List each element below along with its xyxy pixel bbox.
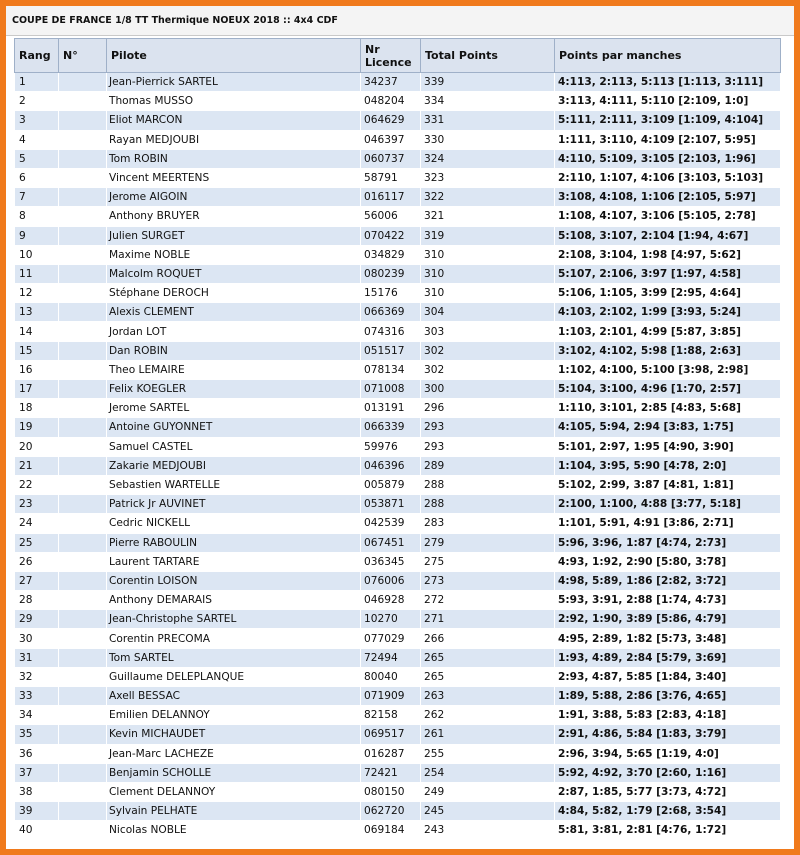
cell-rang: 7 [15, 188, 59, 207]
cell-total-points: 254 [421, 763, 555, 782]
cell-rang: 38 [15, 782, 59, 801]
cell-rang: 21 [15, 456, 59, 475]
cell-rang: 33 [15, 687, 59, 706]
cell-points-par-manches: 2:100, 1:100, 4:88 [3:77, 5:18] [555, 495, 781, 514]
cell-rang: 28 [15, 591, 59, 610]
cell-num [59, 610, 107, 629]
cell-num [59, 245, 107, 264]
cell-points-par-manches: 1:110, 3:101, 2:85 [4:83, 5:68] [555, 399, 781, 418]
header-total[interactable]: Total Points [421, 39, 555, 73]
cell-pilote: Tom SARTEL [107, 648, 361, 667]
cell-num [59, 763, 107, 782]
cell-total-points: 243 [421, 821, 555, 840]
cell-num [59, 111, 107, 130]
cell-total-points: 296 [421, 399, 555, 418]
cell-licence: 15176 [361, 284, 421, 303]
cell-rang: 2 [15, 92, 59, 111]
cell-points-par-manches: 5:101, 2:97, 1:95 [4:90, 3:90] [555, 437, 781, 456]
cell-num [59, 226, 107, 245]
cell-total-points: 334 [421, 92, 555, 111]
cell-points-par-manches: 4:93, 1:92, 2:90 [5:80, 3:78] [555, 552, 781, 571]
table-row[interactable] [15, 514, 781, 533]
cell-points-par-manches: 1:101, 5:91, 4:91 [3:86, 2:71] [555, 514, 781, 533]
cell-points-par-manches: 1:108, 4:107, 3:106 [5:105, 2:78] [555, 207, 781, 226]
cell-num [59, 475, 107, 494]
cell-total-points: 266 [421, 629, 555, 648]
cell-rang: 20 [15, 437, 59, 456]
cell-rang: 3 [15, 111, 59, 130]
cell-rang: 18 [15, 399, 59, 418]
cell-pilote: Felix KOEGLER [107, 380, 361, 399]
results-table [14, 38, 781, 841]
cell-total-points: 272 [421, 591, 555, 610]
cell-pilote: Corentin LOISON [107, 571, 361, 590]
cell-total-points: 265 [421, 648, 555, 667]
cell-points-par-manches: 5:92, 4:92, 3:70 [2:60, 1:16] [555, 763, 781, 782]
table-row[interactable] [15, 456, 781, 475]
cell-pilote: Jerome SARTEL [107, 399, 361, 418]
cell-num [59, 149, 107, 168]
cell-total-points: 275 [421, 552, 555, 571]
cell-pilote: Kevin MICHAUDET [107, 725, 361, 744]
cell-num [59, 399, 107, 418]
table-row[interactable] [15, 380, 781, 399]
cell-num [59, 514, 107, 533]
cell-total-points: 288 [421, 495, 555, 514]
cell-total-points: 302 [421, 360, 555, 379]
cell-rang: 25 [15, 533, 59, 552]
cell-rang: 39 [15, 802, 59, 821]
cell-points-par-manches: 5:96, 3:96, 1:87 [4:74, 2:73] [555, 533, 781, 552]
cell-licence: 046928 [361, 591, 421, 610]
cell-pilote: Laurent TARTARE [107, 552, 361, 571]
cell-total-points: 302 [421, 341, 555, 360]
cell-rang: 15 [15, 341, 59, 360]
cell-num [59, 188, 107, 207]
cell-points-par-manches: 4:105, 5:94, 2:94 [3:83, 1:75] [555, 418, 781, 437]
table-row[interactable] [15, 322, 781, 341]
cell-licence: 016287 [361, 744, 421, 763]
cell-total-points: 261 [421, 725, 555, 744]
cell-points-par-manches: 4:98, 5:89, 1:86 [2:82, 3:72] [555, 571, 781, 590]
table-row[interactable] [15, 552, 781, 571]
cell-total-points: 273 [421, 571, 555, 590]
cell-points-par-manches: 2:91, 4:86, 5:84 [1:83, 3:79] [555, 725, 781, 744]
cell-licence: 080150 [361, 782, 421, 801]
cell-points-par-manches: 1:93, 4:89, 2:84 [5:79, 3:69] [555, 648, 781, 667]
table-row[interactable] [15, 168, 781, 187]
cell-total-points: 293 [421, 437, 555, 456]
cell-num [59, 687, 107, 706]
cell-total-points: 293 [421, 418, 555, 437]
cell-points-par-manches: 1:102, 4:100, 5:100 [3:98, 2:98] [555, 360, 781, 379]
cell-rang: 10 [15, 245, 59, 264]
cell-num [59, 168, 107, 187]
table-row[interactable] [15, 437, 781, 456]
cell-pilote: Vincent MEERTENS [107, 168, 361, 187]
cell-total-points: 310 [421, 264, 555, 283]
cell-licence: 051517 [361, 341, 421, 360]
cell-rang: 12 [15, 284, 59, 303]
cell-num [59, 284, 107, 303]
cell-num [59, 706, 107, 725]
cell-total-points: 255 [421, 744, 555, 763]
table-row[interactable] [15, 149, 781, 168]
cell-licence: 071008 [361, 380, 421, 399]
table-row[interactable] [15, 360, 781, 379]
cell-pilote: Samuel CASTEL [107, 437, 361, 456]
cell-rang: 9 [15, 226, 59, 245]
table-row[interactable] [15, 648, 781, 667]
cell-total-points: 310 [421, 284, 555, 303]
cell-pilote: Jean-Pierrick SARTEL [107, 73, 361, 92]
cell-pilote: Guillaume DELEPLANQUE [107, 667, 361, 686]
cell-total-points: 323 [421, 168, 555, 187]
cell-num [59, 821, 107, 840]
cell-licence: 048204 [361, 92, 421, 111]
cell-pilote: Zakarie MEDJOUBI [107, 456, 361, 475]
cell-pilote: Jerome AIGOIN [107, 188, 361, 207]
cell-num [59, 303, 107, 322]
cell-num [59, 667, 107, 686]
cell-pilote: Anthony DEMARAIS [107, 591, 361, 610]
cell-points-par-manches: 4:84, 5:82, 1:79 [2:68, 3:54] [555, 802, 781, 821]
cell-points-par-manches: 2:110, 1:107, 4:106 [3:103, 5:103] [555, 168, 781, 187]
table-row[interactable] [15, 629, 781, 648]
cell-licence: 080239 [361, 264, 421, 283]
cell-licence: 067451 [361, 533, 421, 552]
cell-total-points: 322 [421, 188, 555, 207]
cell-licence: 72494 [361, 648, 421, 667]
cell-rang: 32 [15, 667, 59, 686]
table-row[interactable] [15, 533, 781, 552]
cell-rang: 17 [15, 380, 59, 399]
cell-points-par-manches: 1:111, 3:110, 4:109 [2:107, 5:95] [555, 130, 781, 149]
cell-total-points: 319 [421, 226, 555, 245]
table-row[interactable] [15, 571, 781, 590]
cell-points-par-manches: 2:108, 3:104, 1:98 [4:97, 5:62] [555, 245, 781, 264]
cell-licence: 016117 [361, 188, 421, 207]
header-rang[interactable]: Rang [15, 39, 59, 73]
cell-points-par-manches: 5:81, 3:81, 2:81 [4:76, 1:72] [555, 821, 781, 840]
cell-num [59, 802, 107, 821]
cell-points-par-manches: 1:91, 3:88, 5:83 [2:83, 4:18] [555, 706, 781, 725]
cell-pilote: Patrick Jr AUVINET [107, 495, 361, 514]
cell-rang: 13 [15, 303, 59, 322]
cell-num [59, 552, 107, 571]
table-row[interactable] [15, 399, 781, 418]
cell-licence: 042539 [361, 514, 421, 533]
cell-rang: 8 [15, 207, 59, 226]
cell-num [59, 207, 107, 226]
cell-num [59, 92, 107, 111]
cell-points-par-manches: 1:89, 5:88, 2:86 [3:76, 4:65] [555, 687, 781, 706]
cell-pilote: Sylvain PELHATE [107, 802, 361, 821]
cell-total-points: 279 [421, 533, 555, 552]
table-row[interactable] [15, 207, 781, 226]
cell-points-par-manches: 3:102, 4:102, 5:98 [1:88, 2:63] [555, 341, 781, 360]
cell-pilote: Theo LEMAIRE [107, 360, 361, 379]
cell-num [59, 629, 107, 648]
cell-rang: 34 [15, 706, 59, 725]
cell-licence: 064629 [361, 111, 421, 130]
cell-licence: 066339 [361, 418, 421, 437]
cell-pilote: Eliot MARCON [107, 111, 361, 130]
cell-points-par-manches: 4:103, 2:102, 1:99 [3:93, 5:24] [555, 303, 781, 322]
cell-total-points: 300 [421, 380, 555, 399]
cell-pilote: Benjamin SCHOLLE [107, 763, 361, 782]
cell-points-par-manches: 4:110, 5:109, 3:105 [2:103, 1:96] [555, 149, 781, 168]
cell-licence: 069517 [361, 725, 421, 744]
cell-pilote: Alexis CLEMENT [107, 303, 361, 322]
cell-pilote: Malcolm ROQUET [107, 264, 361, 283]
cell-pilote: Clement DELANNOY [107, 782, 361, 801]
cell-licence: 074316 [361, 322, 421, 341]
cell-rang: 36 [15, 744, 59, 763]
cell-rang: 4 [15, 130, 59, 149]
cell-pilote: Corentin PRECOMA [107, 629, 361, 648]
cell-licence: 071909 [361, 687, 421, 706]
cell-points-par-manches: 2:96, 3:94, 5:65 [1:19, 4:0] [555, 744, 781, 763]
cell-num [59, 322, 107, 341]
cell-rang: 14 [15, 322, 59, 341]
cell-rang: 16 [15, 360, 59, 379]
cell-pilote: Jean-Christophe SARTEL [107, 610, 361, 629]
cell-total-points: 249 [421, 782, 555, 801]
cell-points-par-manches: 2:87, 1:85, 5:77 [3:73, 4:72] [555, 782, 781, 801]
cell-points-par-manches: 5:104, 3:100, 4:96 [1:70, 2:57] [555, 380, 781, 399]
cell-points-par-manches: 5:111, 2:111, 3:109 [1:109, 4:104] [555, 111, 781, 130]
cell-total-points: 330 [421, 130, 555, 149]
cell-total-points: 288 [421, 475, 555, 494]
table-row[interactable] [15, 667, 781, 686]
table-row[interactable] [15, 73, 781, 92]
table-row[interactable] [15, 782, 781, 801]
cell-rang: 11 [15, 264, 59, 283]
cell-pilote: Sebastien WARTELLE [107, 475, 361, 494]
cell-total-points: 263 [421, 687, 555, 706]
table-row[interactable] [15, 706, 781, 725]
cell-pilote: Nicolas NOBLE [107, 821, 361, 840]
cell-rang: 24 [15, 514, 59, 533]
cell-points-par-manches: 3:113, 4:111, 5:110 [2:109, 1:0] [555, 92, 781, 111]
cell-pilote: Jean-Marc LACHEZE [107, 744, 361, 763]
table-row[interactable] [15, 687, 781, 706]
cell-points-par-manches: 5:102, 2:99, 3:87 [4:81, 1:81] [555, 475, 781, 494]
cell-licence: 046397 [361, 130, 421, 149]
table-row[interactable] [15, 418, 781, 437]
cell-total-points: 303 [421, 322, 555, 341]
cell-licence: 56006 [361, 207, 421, 226]
cell-num [59, 418, 107, 437]
table-row[interactable] [15, 303, 781, 322]
cell-rang: 6 [15, 168, 59, 187]
cell-licence: 066369 [361, 303, 421, 322]
header-licence[interactable] [361, 39, 421, 73]
table-row[interactable] [15, 92, 781, 111]
cell-rang: 22 [15, 475, 59, 494]
cell-rang: 1 [15, 73, 59, 92]
cell-points-par-manches: 3:108, 4:108, 1:106 [2:105, 5:97] [555, 188, 781, 207]
cell-points-par-manches: 5:93, 3:91, 2:88 [1:74, 4:73] [555, 591, 781, 610]
cell-points-par-manches: 4:95, 2:89, 1:82 [5:73, 3:48] [555, 629, 781, 648]
cell-total-points: 331 [421, 111, 555, 130]
table-row[interactable] [15, 495, 781, 514]
cell-rang: 27 [15, 571, 59, 590]
cell-licence: 076006 [361, 571, 421, 590]
cell-num [59, 380, 107, 399]
table-row[interactable] [15, 725, 781, 744]
cell-num [59, 437, 107, 456]
cell-num [59, 782, 107, 801]
cell-licence: 59976 [361, 437, 421, 456]
table-row[interactable] [15, 591, 781, 610]
table-row[interactable] [15, 610, 781, 629]
cell-num [59, 360, 107, 379]
cell-rang: 5 [15, 149, 59, 168]
cell-pilote: Axell BESSAC [107, 687, 361, 706]
table-row[interactable] [15, 226, 781, 245]
cell-licence: 053871 [361, 495, 421, 514]
header-row [15, 39, 781, 73]
cell-rang: 30 [15, 629, 59, 648]
cell-pilote: Emilien DELANNOY [107, 706, 361, 725]
table-row[interactable] [15, 475, 781, 494]
cell-licence: 036345 [361, 552, 421, 571]
cell-points-par-manches: 5:106, 1:105, 3:99 [2:95, 4:64] [555, 284, 781, 303]
table-body [15, 73, 781, 841]
cell-num [59, 591, 107, 610]
cell-num [59, 341, 107, 360]
cell-pilote: Dan ROBIN [107, 341, 361, 360]
cell-num [59, 571, 107, 590]
cell-points-par-manches: 1:104, 3:95, 5:90 [4:78, 2:0] [555, 456, 781, 475]
cell-points-par-manches: 2:92, 1:90, 3:89 [5:86, 4:79] [555, 610, 781, 629]
cell-pilote: Tom ROBIN [107, 149, 361, 168]
table-row[interactable] [15, 284, 781, 303]
cell-total-points: 324 [421, 149, 555, 168]
cell-num [59, 73, 107, 92]
table-row[interactable] [15, 763, 781, 782]
cell-rang: 37 [15, 763, 59, 782]
cell-total-points: 271 [421, 610, 555, 629]
table-row[interactable] [15, 744, 781, 763]
cell-points-par-manches: 4:113, 2:113, 5:113 [1:113, 3:111] [555, 73, 781, 92]
table-row[interactable] [15, 245, 781, 264]
cell-pilote: Cedric NICKELL [107, 514, 361, 533]
cell-licence: 069184 [361, 821, 421, 840]
cell-total-points: 304 [421, 303, 555, 322]
cell-num [59, 648, 107, 667]
cell-total-points: 265 [421, 667, 555, 686]
results-table-container [14, 38, 780, 844]
cell-total-points: 245 [421, 802, 555, 821]
cell-points-par-manches: 5:107, 2:106, 3:97 [1:97, 4:58] [555, 264, 781, 283]
header-pilote[interactable]: Pilote [107, 39, 361, 73]
cell-num [59, 264, 107, 283]
page-title: COUPE DE FRANCE 1/8 TT Thermique NOEUX 2018 :: 4x4 CDF [6, 6, 794, 36]
cell-licence: 070422 [361, 226, 421, 245]
cell-num [59, 495, 107, 514]
cell-total-points: 310 [421, 245, 555, 264]
table-row[interactable] [15, 264, 781, 283]
cell-rang: 29 [15, 610, 59, 629]
cell-rang: 26 [15, 552, 59, 571]
cell-pilote: Jordan LOT [107, 322, 361, 341]
cell-licence: 82158 [361, 706, 421, 725]
cell-num [59, 130, 107, 149]
cell-licence: 80040 [361, 667, 421, 686]
cell-licence: 58791 [361, 168, 421, 187]
header-licence-label: Nr Licence [365, 42, 412, 69]
cell-licence: 077029 [361, 629, 421, 648]
header-manches[interactable]: Points par manches [555, 39, 781, 73]
table-row[interactable] [15, 341, 781, 360]
cell-rang: 23 [15, 495, 59, 514]
table-row[interactable] [15, 821, 781, 840]
cell-licence: 078134 [361, 360, 421, 379]
table-header [15, 39, 781, 73]
cell-licence: 72421 [361, 763, 421, 782]
cell-pilote: Stéphane DEROCH [107, 284, 361, 303]
cell-pilote: Maxime NOBLE [107, 245, 361, 264]
cell-pilote: Julien SURGET [107, 226, 361, 245]
cell-pilote: Anthony BRUYER [107, 207, 361, 226]
cell-licence: 034829 [361, 245, 421, 264]
cell-num [59, 533, 107, 552]
table-row[interactable] [15, 188, 781, 207]
cell-points-par-manches: 2:93, 4:87, 5:85 [1:84, 3:40] [555, 667, 781, 686]
cell-licence: 013191 [361, 399, 421, 418]
cell-total-points: 321 [421, 207, 555, 226]
cell-total-points: 262 [421, 706, 555, 725]
cell-licence: 046396 [361, 456, 421, 475]
cell-licence: 10270 [361, 610, 421, 629]
header-num[interactable]: N° [59, 39, 107, 73]
cell-pilote: Pierre RABOULIN [107, 533, 361, 552]
cell-rang: 35 [15, 725, 59, 744]
cell-num [59, 456, 107, 475]
cell-total-points: 289 [421, 456, 555, 475]
cell-pilote: Rayan MEDJOUBI [107, 130, 361, 149]
cell-licence: 005879 [361, 475, 421, 494]
table-row[interactable] [15, 130, 781, 149]
cell-num [59, 744, 107, 763]
table-row[interactable] [15, 802, 781, 821]
cell-points-par-manches: 5:108, 3:107, 2:104 [1:94, 4:67] [555, 226, 781, 245]
cell-licence: 060737 [361, 149, 421, 168]
cell-rang: 19 [15, 418, 59, 437]
cell-rang: 31 [15, 648, 59, 667]
cell-total-points: 283 [421, 514, 555, 533]
table-row[interactable] [15, 111, 781, 130]
cell-points-par-manches: 1:103, 2:101, 4:99 [5:87, 3:85] [555, 322, 781, 341]
cell-pilote: Antoine GUYONNET [107, 418, 361, 437]
cell-pilote: Thomas MUSSO [107, 92, 361, 111]
cell-licence: 34237 [361, 73, 421, 92]
cell-total-points: 339 [421, 73, 555, 92]
cell-rang: 40 [15, 821, 59, 840]
cell-licence: 062720 [361, 802, 421, 821]
cell-num [59, 725, 107, 744]
